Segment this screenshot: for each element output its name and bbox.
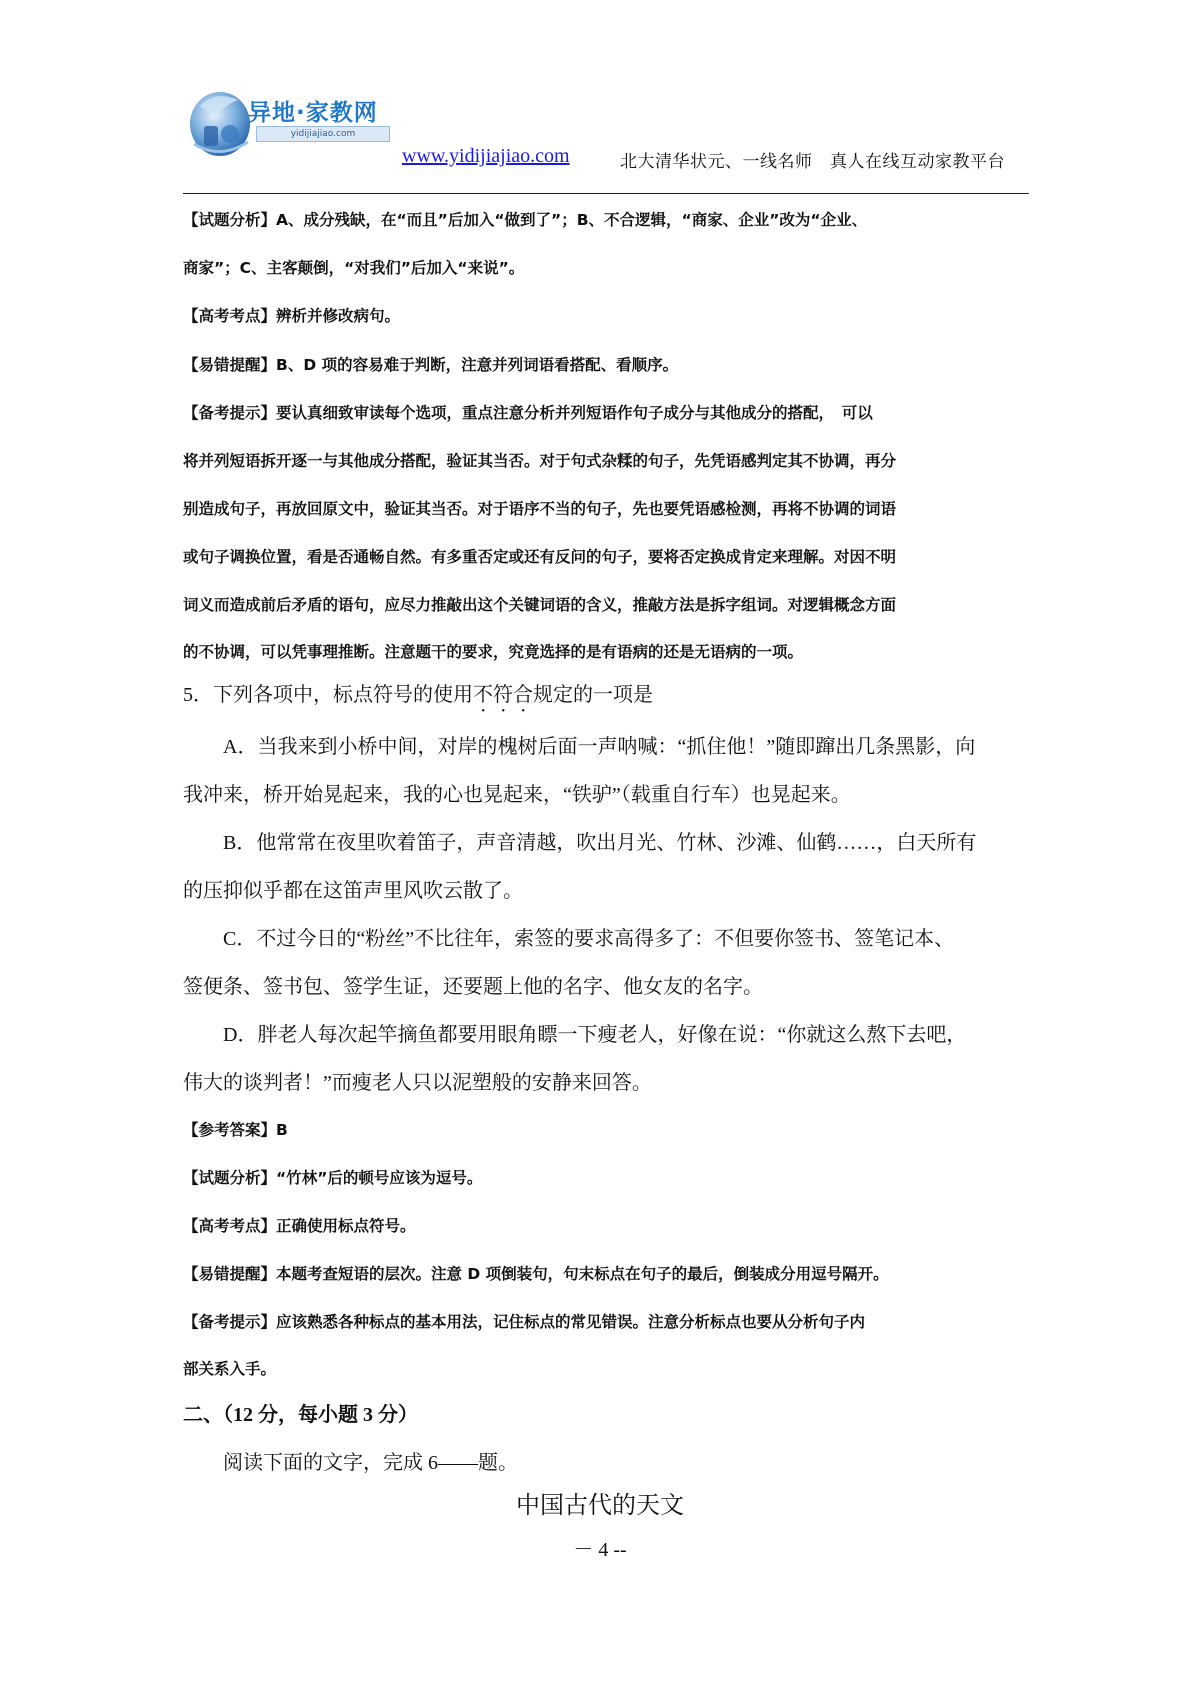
- q5-stem-after: 规定的一项是: [533, 684, 653, 706]
- site-logo[interactable]: [186, 86, 396, 160]
- passage-title: 中国古代的天文: [516, 1491, 684, 1519]
- q5-stem-before: 5．下列各项中，标点符号的使用: [183, 684, 473, 706]
- q4-tips-line: 的不协调，可以凭事理推断。注意题干的要求，究竟选择的是有语病的还是无语病的一项。: [183, 643, 804, 661]
- q5-warning: 【易错提醒】本题考查短语的层次。注意 D 项倒装句，句末标点在句子的最后，倒装成分用逗号隔开。: [183, 1265, 889, 1283]
- q4-tips-line: 将并列短语拆开逐一与其他成分搭配，验证其当否。对于句式杂糅的句子，先凭语感判定其不协调，再分: [183, 452, 897, 470]
- q4-warning: 【易错提醒】B、D 项的容易难于判断，注意并列词语看搭配、看顺序。: [183, 356, 679, 374]
- q5-option-c: C．不过今日的“粉丝”不比往年，索签的要求高得多了：不但要你签书、签笔记本、: [223, 928, 955, 950]
- q5-option-a-cont: 我冲来，桥开始晃起来，我的心也晃起来，“铁驴”（载重自行车）也晃起来。: [183, 784, 851, 806]
- header-slogan: 北大清华状元、一线名师 真人在线互动家教平台: [620, 152, 1005, 172]
- header-divider: [183, 193, 1029, 194]
- q5-exam-point: 【高考考点】正确使用标点符号。: [183, 1217, 416, 1235]
- q4-tips-line: 【备考提示】要认真细致审读每个选项，重点注意分析并列短语作句子成分与其他成分的搭配， 可以: [183, 404, 873, 422]
- q5-option-d: D．胖老人每次起竿摘鱼都要用眼角瞟一下瘦老人，好像在说：“你就这么熬下去吧，: [223, 1024, 967, 1046]
- q5-tips-line2: 部关系入手。: [183, 1360, 277, 1378]
- logo-title: 异地·家教网: [248, 100, 378, 126]
- q4-tips-line: 或句子调换位置，看是否通畅自然。有多重否定或还有反问的句子，要将否定换成肯定来理解。对因不明: [183, 548, 897, 566]
- logo-globe-icon: [186, 86, 256, 160]
- section2-instruction: 阅读下面的文字，完成 6——题。: [223, 1452, 518, 1474]
- logo-url-badge: yidijiajiao.com: [256, 126, 390, 142]
- q5-stem-emphasis: 不符合: [473, 684, 533, 706]
- q4-analysis-line1: 【试题分析】A、成分残缺，在“而且”后加入“做到了”；B、不合逻辑，“商家、企业”改为“企业、: [183, 211, 868, 229]
- q5-option-b: B．他常常在夜里吹着笛子，声音清越，吹出月光、竹林、沙滩、仙鹤……，白天所有: [223, 832, 977, 854]
- q4-tips-line: 词义而造成前后矛盾的语句，应尽力推敲出这个关键词语的含义，推敲方法是拆字组词。对逻辑概念方面: [183, 596, 897, 614]
- q5-tips-line1: 【备考提示】应该熟悉各种标点的基本用法，记住标点的常见错误。注意分析标点也要从分析句子内: [183, 1313, 866, 1331]
- q4-analysis-line2: 商家”；C、主客颠倒，“对我们”后加入“来说”。: [183, 259, 525, 277]
- q5-answer: 【参考答案】B: [183, 1121, 288, 1139]
- q4-tips-line: 别造成句子，再放回原文中，验证其当否。对于语序不当的句子，先也要凭语感检测，再将不协调的词语: [183, 500, 897, 518]
- q5-option-c-cont: 签便条、签书包、签学生证，还要题上他的名字、他女友的名字。: [183, 976, 763, 998]
- section2-heading: 二、（12 分，每小题 3 分）: [183, 1404, 418, 1426]
- page-number: － 4 --: [573, 1539, 627, 1561]
- site-link[interactable]: www.yidijiajiao.com: [402, 145, 570, 167]
- q5-option-b-cont: 的压抑似乎都在这笛声里风吹云散了。: [183, 880, 523, 902]
- q5-stem: [183, 678, 1029, 717]
- q4-exam-point: 【高考考点】辨析并修改病句。: [183, 307, 401, 325]
- q5-option-d-cont: 伟大的谈判者！”而瘦老人只以泥塑般的安静来回答。: [183, 1072, 652, 1094]
- q5-analysis: 【试题分析】“竹林”后的顿号应该为逗号。: [183, 1169, 483, 1187]
- q5-option-a: A．当我来到小桥中间，对岸的槐树后面一声呐喊：“抓住他！”随即蹿出几条黑影，向: [223, 736, 976, 758]
